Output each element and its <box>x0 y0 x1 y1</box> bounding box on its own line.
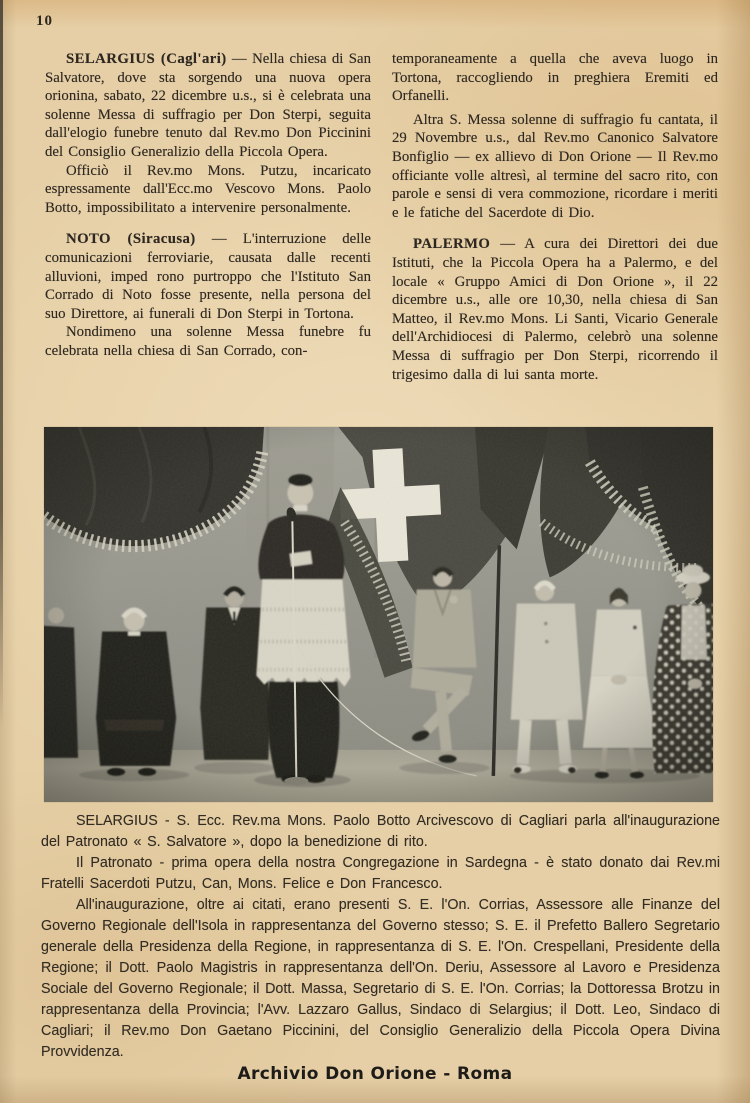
paragraph-text: — Nella chiesa di San Salvatore, dove sta sorgendo una nuova opera orionina, sabato, 22 dicembre u.s., si è celebrata una solenne Messa di suffragio per Don Sterpi, seguita dall'elogio funebre tenuto dal Rev.mo Don Piccinini del Consiglio Generalizio della Piccola Opera. <box>45 51 371 160</box>
page-number: 10 <box>36 13 53 29</box>
photo-illustration <box>44 427 713 802</box>
caption-paragraph: SELARGIUS - S. Ecc. Rev.ma Mons. Paolo Botto Arcivescovo di Cagliari parla all'inaugurazione del Patronato « S. Salvatore », dopo la benedizione di rito. <box>41 813 720 850</box>
photo-caption <box>41 811 720 1063</box>
paragraph-text: Officiò il Rev.mo Mons. Putzu, incaricato espressamente dall'Ecc.mo Vescovo Mons. Paolo Botto, impossibilitato a intervenire personalmente. <box>45 162 371 216</box>
article-lead-palermo: PALERMO <box>413 236 491 253</box>
paragraph-nondimeno <box>45 323 371 360</box>
event-photograph <box>44 427 713 802</box>
archive-watermark: Archivio Don Orione - Roma <box>237 1064 513 1084</box>
caption-paragraph: All'inaugurazione, oltre ai citati, erano presenti S. E. l'On. Corrias, Assessore alle Finanze del Governo Regionale dell'Isola in rappresentanza del Governo stesso; S. E. il Prefetto Ballero Segretario generale della Presidenza della Regione, in rappresentanza di S. E. l'On. Crespellani, Presidente della Regione; il Dott. Paolo Magistris in rappresentanza dell'On. Deriu, Assessore al Lavoro e Presidenza Sociale del Governo Regionale; il Dott. Massa, Segretario di S. E. l'On. Corrias; la Dottoressa Brotzu in rappresentanza della Provincia; l'Avv. Lazzaro Gallus, Sindaco di Selargius; il Dott. Leo, Sindaco di Cagliari; il Rev.mo Don Gaetano Piccinini, del Consiglio Generalizio della Piccola Opera Divina Provvidenza. <box>41 897 720 1060</box>
vignette <box>44 427 713 802</box>
paragraph-text: temporaneamente a quella che aveva luogo in Tortona, raccogliendo in preghiera Eremiti ed Orfanelli. <box>392 51 718 105</box>
paragraph-altra-messa <box>392 111 718 223</box>
column-right <box>392 50 718 384</box>
paragraph-continuation <box>392 50 718 106</box>
scan-edge-shadow <box>0 0 3 728</box>
paragraph-officio <box>45 162 371 218</box>
article-lead-selargius: SELARGIUS (Cagl'ari) <box>66 51 227 67</box>
paragraph-noto <box>45 230 371 323</box>
paragraph-text: — A cura dei Direttori dei due Istituti, che la Piccola Opera ha a Palermo, e del locale « Gruppo Amici di Don Orione », il 22 dicembre u.s., alle ore 10,30, nella chiesa di San Matteo, il Rev.mo Mons. Li Santi, Vicario Generale dell'Archidiocesi di Palermo, celebrò una solenne Messa di suffragio per Don Sterpi, ricorrendo il trigesimo dalla di lui santa morte. <box>392 236 718 383</box>
article-columns <box>45 50 718 384</box>
paragraph-text: Altra S. Messa solenne di suffragio fu cantata, il 29 Novembre u.s., dal Rev.mo Canonico Salvatore Bonfiglio — ex allievo di Don Orione — Il Rev.mo officiante volle altresì, al termine del sacro rito, con parole e sensi di vera commozione, ricordare i meriti e le fatiche del Sacerdote di Dio. <box>392 111 718 221</box>
paragraph-text: — L'interruzione delle comunicazioni ferroviarie, causata dalle recenti alluvioni, imped rono purtroppo che l'Istituto San Corrado di Noto fosse presente, nella persona del suo Direttore, ai funerali di Don Sterpi in Tortona. <box>45 231 372 322</box>
column-left <box>45 50 371 384</box>
paragraph-selargius <box>45 50 371 162</box>
article-lead-noto: NOTO (Siracusa) <box>66 231 196 248</box>
paragraph-text: Nondimeno una solenne Messa funebre fu celebrata nella chiesa di San Corrado, con- <box>45 324 371 359</box>
caption-paragraph: Il Patronato - prima opera della nostra Congregazione in Sardegna - è stato donato dai Rev.mi Fratelli Sacerdoti Putzu, Can, Mons. Felice e Don Francesco. <box>41 855 720 892</box>
paragraph-palermo <box>392 235 718 384</box>
